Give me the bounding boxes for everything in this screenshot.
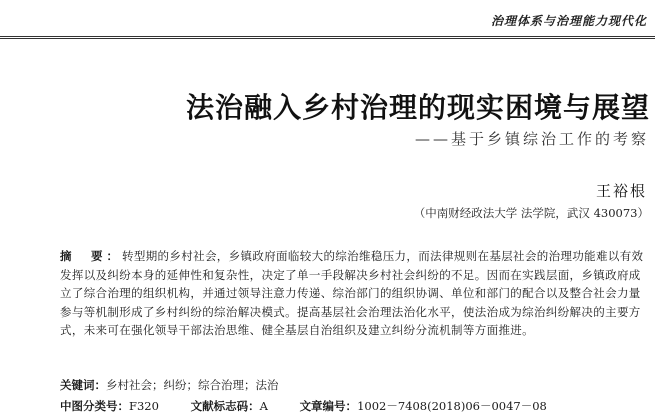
keywords-label: 关键词： — [60, 378, 106, 392]
article-title: 法治融入乡村治理的现实困境与展望 — [185, 91, 650, 124]
article-metadata — [60, 398, 575, 414]
article-no-value: 1002－7408(2018)06－0047－08 — [357, 399, 547, 413]
header-rule — [0, 36, 655, 39]
abstract — [60, 247, 646, 340]
abstract-label: 摘 要： — [60, 249, 122, 263]
keywords — [60, 377, 279, 393]
author-name: 王裕根 — [595, 182, 647, 200]
running-head: 治理体系与治理能力现代化 — [490, 14, 647, 28]
keywords-text: 乡村社会；纠纷；综合治理；法治 — [106, 378, 279, 392]
abstract-text: 转型期的乡村社会，乡镇政府面临较大的综治维稳压力，而法律规则在基层社会的治理功能难以有效发挥以及纠纷本身的延伸性和复杂性，决定了单一手段解决乡村社会纠纷的不足。因而在实践层面，乡镇政府成立了综合治理的组织机构，并通过领导注意力传递、综治部门的组织协调、单位和部门的配合以及整合社会力量参与等机制形成了乡村纠纷的综治解决模式。提高基层社会治理法治化水平，使法治成为综治纠纷解决的主要方式，未来可在强化领导干部法治思维、健全基层自治组织及建立纠纷分流机制等方面推进。 — [60, 249, 644, 337]
doc-code-label: 文献标志码： — [190, 399, 260, 413]
author-affiliation: （中南财经政法大学 法学院，武汉 430073） — [413, 206, 649, 220]
clc-value: F320 — [129, 399, 159, 413]
article-subtitle: ——基于乡镇综治工作的考察 — [414, 130, 649, 148]
clc-number — [60, 399, 159, 413]
article-number — [300, 399, 547, 413]
doc-code-value: A — [259, 399, 268, 413]
article-no-label: 文章编号： — [299, 399, 358, 413]
clc-label: 中图分类号： — [60, 399, 129, 413]
document-code — [191, 399, 268, 413]
